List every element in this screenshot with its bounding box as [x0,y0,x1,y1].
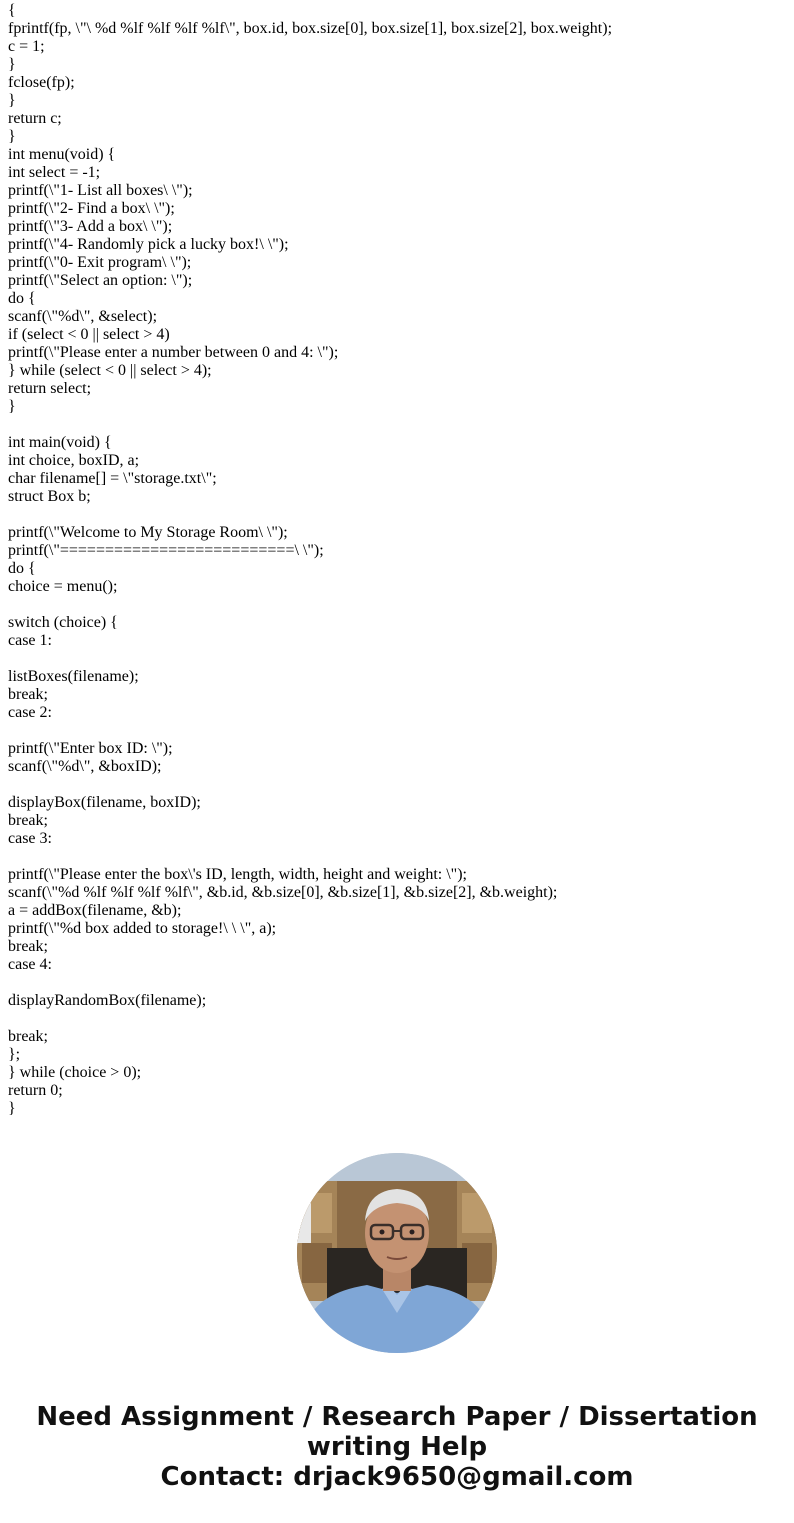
code-line: } while (select < 0 || select > 4); [8,362,212,379]
code-line: do { [8,290,36,307]
code-line: printf(\"==========================\ \"); [8,542,324,559]
code-line: do { [8,560,36,577]
code-line: char filename[] = \"storage.txt\"; [8,470,217,487]
code-listing [8,2,788,1118]
code-line: int select = -1; [8,164,101,181]
code-blank-line [8,722,788,740]
code-line: { [8,2,16,19]
code-line: struct Box b; [8,488,91,505]
code-line: scanf(\"%d\", &select); [8,308,158,325]
code-line: if (select < 0 || select > 4) [8,326,170,343]
code-line: } [8,92,16,109]
code-line: printf(\"1- List all boxes\ \"); [8,182,193,199]
code-line: } [8,128,16,145]
code-line: printf(\"3- Add a box\ \"); [8,218,173,235]
code-line: printf(\"2- Find a box\ \"); [8,200,175,217]
code-line: } [8,56,16,73]
code-line: a = addBox(filename, &b); [8,902,182,919]
code-line: printf(\"Please enter a number between 0 and 4: \"); [8,344,339,361]
code-blank-line [8,506,788,524]
code-line: } while (choice > 0); [8,1064,142,1081]
code-line: fprintf(fp, \"\ %d %lf %lf %lf %lf\", box.id, box.size[0], box.size[1], box.size[2], box.weight); [8,20,613,37]
code-line: printf(\"4- Randomly pick a lucky box!\ \"); [8,236,289,253]
code-line: printf(\"Select an option: \"); [8,272,193,289]
code-line: break; [8,812,48,829]
code-blank-line [8,650,788,668]
promo-line-2: writing Help [306,1432,488,1462]
code-line: scanf(\"%d\", &boxID); [8,758,162,775]
person-photo-icon [297,1153,497,1353]
code-line: c = 1; [8,38,45,55]
code-line: case 2: [8,704,52,721]
code-blank-line [8,974,788,992]
code-line: }; [8,1046,21,1063]
code-line: int main(void) { [8,434,112,451]
code-line: displayRandomBox(filename); [8,992,207,1009]
code-blank-line [8,776,788,794]
code-line: choice = menu(); [8,578,118,595]
code-line: printf(\"%d box added to storage!\ \ \", a); [8,920,277,937]
code-line: return c; [8,110,62,127]
code-line: int menu(void) { [8,146,116,163]
code-line: } [8,1100,16,1117]
code-line: break; [8,686,48,703]
code-blank-line [8,848,788,866]
code-line: int choice, boxID, a; [8,452,140,469]
code-line: fclose(fp); [8,74,75,91]
code-line: printf(\"0- Exit program\ \"); [8,254,192,271]
code-line: case 4: [8,956,52,973]
code-line: printf(\"Please enter the box\'s ID, length, width, height and weight: \"); [8,866,467,883]
code-line: case 1: [8,632,52,649]
code-line: break; [8,938,48,955]
code-line: } [8,398,16,415]
promo-banner [0,1402,794,1492]
code-blank-line [8,1010,788,1028]
code-blank-line [8,596,788,614]
code-line: printf(\"Welcome to My Storage Room\ \"); [8,524,288,541]
code-line: listBoxes(filename); [8,668,139,685]
code-blank-line [8,416,788,434]
code-line: printf(\"Enter box ID: \"); [8,740,173,757]
author-avatar [297,1153,497,1353]
promo-line-1: Need Assignment / Research Paper / Dissertation [36,1402,758,1432]
code-line: return select; [8,380,92,397]
code-line: switch (choice) { [8,614,118,631]
code-line: return 0; [8,1082,63,1099]
code-line: break; [8,1028,48,1045]
promo-contact: Contact: drjack9650@gmail.com [160,1462,634,1492]
code-line: case 3: [8,830,52,847]
code-line: scanf(\"%d %lf %lf %lf %lf\", &b.id, &b.size[0], &b.size[1], &b.size[2], &b.weight); [8,884,558,901]
code-line: displayBox(filename, boxID); [8,794,201,811]
